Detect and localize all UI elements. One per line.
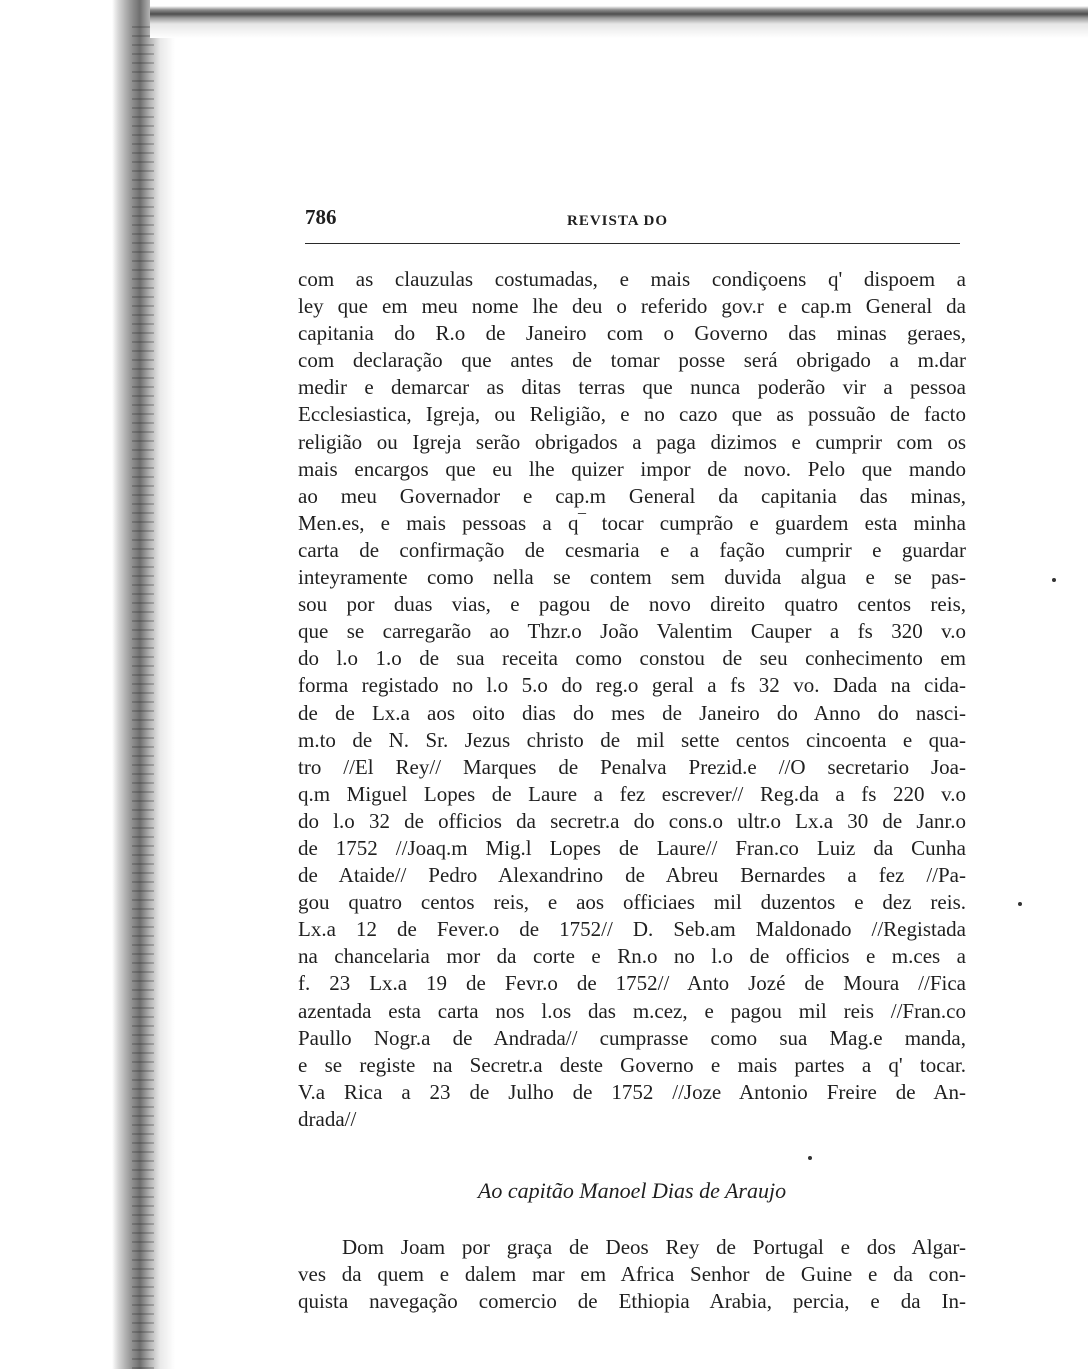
text-line: V.a Rica a 23 de Julho de 1752 //Joze Antonio Freire de An-: [298, 1079, 966, 1104]
text-line: Dom Joam por graça de Deos Rey de Portugal e dos Algar-: [342, 1235, 966, 1259]
text-line: Lx.a 12 de Fever.o de 1752// D. Seb.am Maldonado //Registada: [298, 917, 966, 942]
text-line: Paullo Nogr.a de Andrada// cumprasse como sua Mag.e manda,: [298, 1025, 966, 1050]
text-line: e se registe na Secretr.a deste Governo e mais partes a q' tocar.: [298, 1052, 966, 1077]
text-line: Ecclesiastica, Igreja, ou Religião, e no cazo que as possuão de facto: [298, 402, 966, 427]
text-line: azentada esta carta nos l.os das m.cez, e pagou mil reis //Fran.co: [298, 998, 966, 1023]
scan-speck: [1052, 578, 1056, 582]
page-number: 786: [305, 205, 337, 229]
scan-speck: [1018, 902, 1022, 906]
text-line: com declaração que antes de tomar posse será obrigado a m.dar: [298, 348, 966, 373]
body-text: [298, 266, 966, 1133]
text-line: de Ataide// Pedro Alexandrino de Abreu Bernardes a fez //Pa-: [298, 863, 966, 888]
text-line: quista navegação comercio de Ethiopia Arabia, percia, e da In-: [298, 1289, 966, 1314]
text-line: medir e demarcar as ditas terras que nunca poderão vir a pessoa: [298, 375, 966, 400]
header-rule: [305, 243, 960, 244]
text-line: f. 23 Lx.a 19 de Fevr.o de 1752// Anto Jozé de Moura //Fica: [298, 971, 966, 996]
text-line: que se carregarão ao Thzr.o João Valentim Cauper a fs 320 v.o: [298, 619, 966, 644]
text-line: gou quatro centos reis, e aos officiaes mil duzentos e dez reis.: [298, 890, 966, 915]
text-line: na chancelaria mor da corte e Rn.o no l.o de officios e m.ces a: [298, 944, 966, 969]
scan-speck: [808, 1156, 812, 1160]
text-line: ley que em meu nome lhe deu o referido gov.r e cap.m General da: [298, 294, 966, 319]
running-title: REVISTA DO: [567, 213, 668, 229]
text-line: do l.o 32 de officios da secretr.a do cons.o ultr.o Lx.a 30 de Janr.o: [298, 808, 966, 833]
spine-texture: [132, 20, 154, 1369]
text-line: sou por duas vias, e pagou de novo direito quatro centos reis,: [298, 592, 966, 617]
text-line: q.m Miguel Lopes de Laure a fez escrever// Reg.da a fs 220 v.o: [298, 781, 966, 806]
body-text-continued: [298, 1234, 966, 1315]
text-line: m.to de N. Sr. Jezus christo de mil sette centos cincoenta e qua-: [298, 727, 966, 752]
page-top-edge: [150, 0, 1088, 38]
text-line: forma registado no l.o 5.o do reg.o geral a fs 32 vo. Dada na cida-: [298, 673, 966, 698]
running-head: [305, 205, 960, 241]
text-line: religião ou Igreja serão obrigados a paga dizimos e cumprir com os: [298, 429, 966, 454]
text-line: mais encargos que eu lhe quizer impor de novo. Pelo que mando: [298, 456, 966, 481]
text-line: ves da quem e dalem mar em Africa Senhor de Guine e da con-: [298, 1262, 966, 1287]
text-line: com as clauzulas costumadas, e mais condiçoens q' dispoem a: [298, 267, 966, 291]
text-line: drada//: [298, 1106, 357, 1131]
text-line: carta de confirmação de cesmaria e a fação cumprir e guardar: [298, 537, 966, 562]
text-line: capitania do R.o de Janeiro com o Governo das minas geraes,: [298, 321, 966, 346]
text-line: tro //El Rey// Marques de Penalva Prezid.e //O secretario Joa-: [298, 754, 966, 779]
text-line: inteyramente como nella se contem sem duvida algua e se pas-: [298, 565, 966, 590]
section-heading: Ao capitão Manoel Dias de Araujo: [477, 1178, 787, 1203]
text-line: de de Lx.a aos oito dias do mes de Janeiro do Anno do nasci-: [298, 700, 966, 725]
text-line: Men.es, e mais pessoas a q‾ tocar cumprão e guardem esta minha: [298, 510, 966, 535]
text-line: do l.o 1.o de sua receita como constou de seu conhecimento em: [298, 646, 966, 671]
text-line: ao meu Governador e cap.m General da capitania das minas,: [298, 483, 966, 508]
text-line: de 1752 //Joaq.m Mig.l Lopes de Laure// Fran.co Luiz da Cunha: [298, 835, 966, 860]
